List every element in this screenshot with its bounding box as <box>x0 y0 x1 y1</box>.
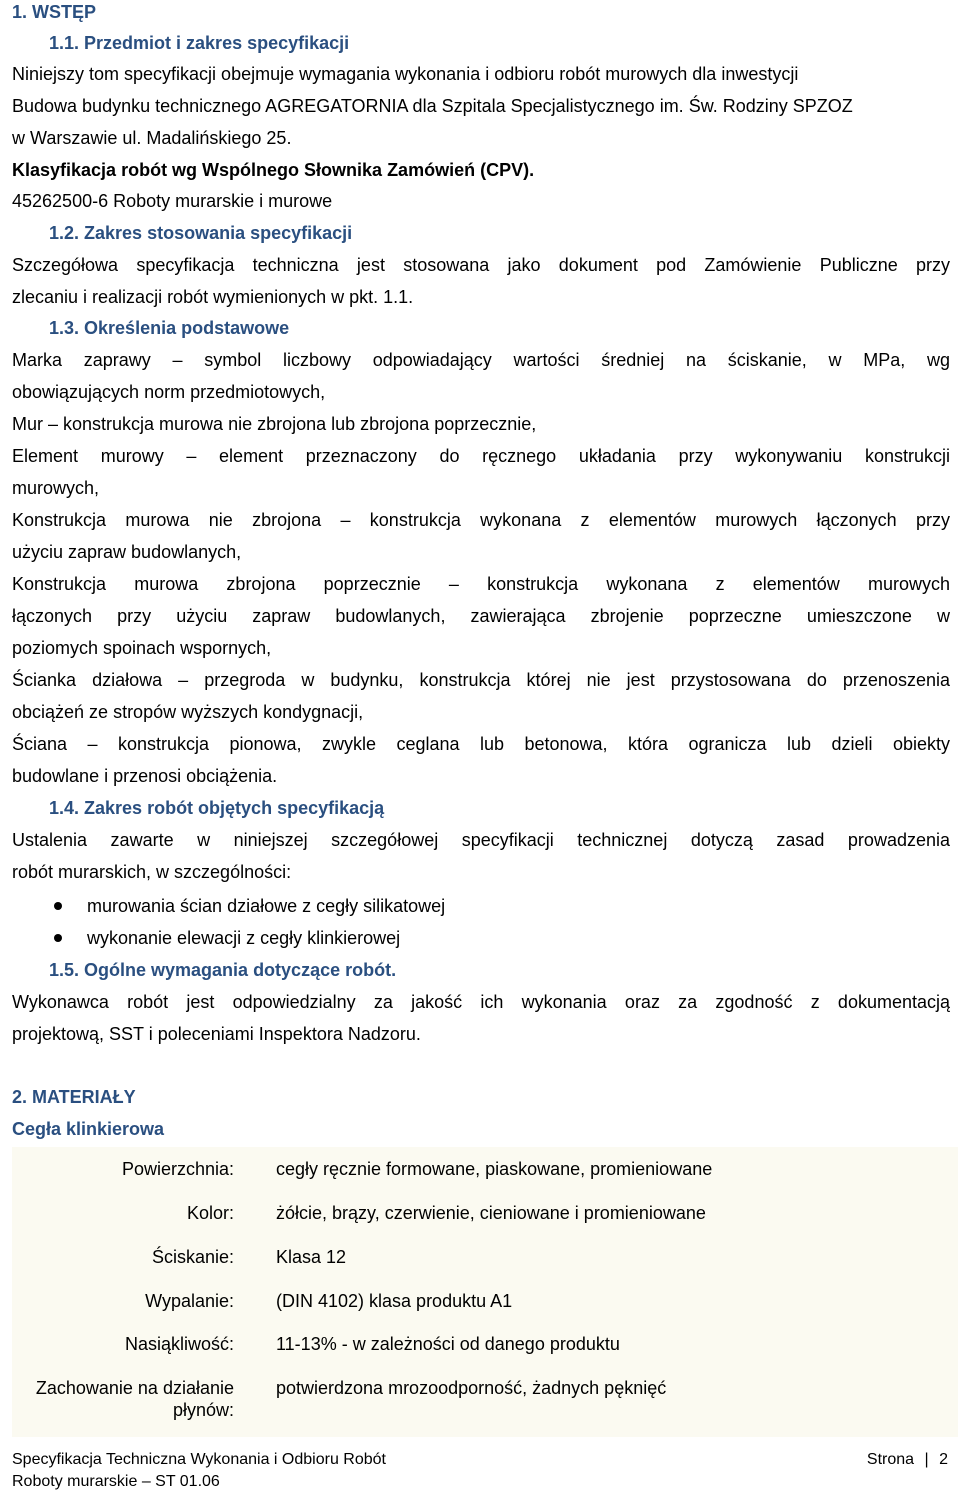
heading-1-4: 1.4. Zakres robót objętych specyfikacją <box>49 798 385 818</box>
definition-line: Element murowy – element przeznaczony do ręcznego układania przy wykonywaniu konstrukcji <box>12 446 950 466</box>
definition-line: użyciu zapraw budowlanych, <box>12 542 242 562</box>
footer-title: Specyfikacja Techniczna Wykonania i Odbioru Robót <box>12 1451 386 1468</box>
definition-line: obciążeń ze stropów wyższych kondygnacji, <box>12 702 364 722</box>
definition-line: Konstrukcja murowa zbrojona poprzecznie – konstrukcja wykonana z elementów murowych <box>12 574 950 594</box>
definition-line: poziomych spoinach wspornych, <box>12 638 272 658</box>
definition-line: Ścianka działowa – przegroda w budynku, konstrukcja której nie jest przystosowana do przenoszenia <box>12 670 950 690</box>
cpv-heading: Klasyfikacja robót wg Wspólnego Słownika Zamówień (CPV). <box>12 160 535 180</box>
property-label: Powierzchnia: <box>121 1159 234 1179</box>
section-1-title: 1. WSTĘP <box>12 2 97 22</box>
property-value: Klasa 12 <box>276 1247 347 1267</box>
property-label: Nasiąkliwość: <box>124 1334 234 1354</box>
para-2-line-2: zlecaniu i realizacji robót wymienionych w pkt. 1.1. <box>12 287 414 307</box>
para-4-line-1: Ustalenia zawarte w niniejszej szczegółowej specyfikacji technicznej dotyczą zasad prowadzenia <box>12 830 950 850</box>
definition-line: murowych, <box>12 478 100 498</box>
definition-line: budowlane i przenosi obciążenia. <box>12 766 278 786</box>
list-item: wykonanie elewacji z cegły klinkierowej <box>87 928 401 948</box>
section-2-subtitle: Cegła klinkierowa <box>12 1119 165 1139</box>
para-1-line-3: w Warszawie ul. Madalińskiego 25. <box>12 128 292 148</box>
para-5-line-2: projektową, SST i poleceniami Inspektora Nadzoru. <box>12 1024 421 1044</box>
definition-line: łączonych przy użyciu zapraw budowlanych, zawierająca zbrojenie poprzeczne umieszczone w <box>12 606 950 626</box>
definition-line: Marka zaprawy – symbol liczbowy odpowiadający wartości średniej na ściskanie, w MPa, wg <box>12 350 950 370</box>
definition-line: obowiązujących norm przedmiotowych, <box>12 382 326 402</box>
heading-1-3: 1.3. Określenia podstawowe <box>49 318 290 338</box>
list-item: murowania ścian działowe z cegły silikatowej <box>87 896 446 916</box>
para-4-line-2: robót murarskich, w szczególności: <box>12 862 292 882</box>
definition-line: Ściana – konstrukcja pionowa, zwykle ceglana lub betonowa, która ogranicza lub dzieli obiekty <box>12 734 950 754</box>
property-value: potwierdzona mrozoodporność, żadnych pęknięć <box>276 1378 667 1398</box>
page-separator: | <box>924 1451 929 1468</box>
page-label: Strona <box>866 1451 915 1468</box>
page-number: 2 <box>939 1451 948 1468</box>
section-2-title: 2. MATERIAŁY <box>12 1087 136 1107</box>
property-label: Ściskanie: <box>151 1247 234 1267</box>
properties-table <box>12 1147 958 1437</box>
footer-page <box>867 1450 948 1470</box>
cpv-code: 45262500-6 Roboty murarskie i murowe <box>12 191 333 211</box>
property-value: (DIN 4102) klasa produktu A1 <box>276 1291 513 1311</box>
heading-1-1: 1.1. Przedmiot i zakres specyfikacji <box>49 33 350 53</box>
para-5-line-1: Wykonawca robót jest odpowiedzialny za jakość ich wykonania oraz za zgodność z dokumentacją <box>12 992 950 1012</box>
heading-1-5: 1.5. Ogólne wymagania dotyczące robót. <box>49 960 397 980</box>
property-value: 11-13% - w zależności od danego produktu <box>276 1334 620 1354</box>
property-label: Zachowanie na działanie płynów: <box>35 1378 234 1420</box>
para-1-line-2: Budowa budynku technicznego AGREGATORNIA dla Szpitala Specjalistycznego im. Św. Rodziny SPZOZ <box>12 96 853 116</box>
footer-subtitle: Roboty murarskie – ST 01.06 <box>12 1473 220 1490</box>
para-2-line-1: Szczegółowa specyfikacja techniczna jest stosowana jako dokument pod Zamówienie Publiczne przy <box>12 255 950 275</box>
bullet-icon <box>54 902 62 910</box>
definition-line: Mur – konstrukcja murowa nie zbrojona lub zbrojona poprzecznie, <box>12 414 537 434</box>
para-1-line-1: Niniejszy tom specyfikacji obejmuje wymagania wykonania i odbioru robót murowych dla inwestycji <box>12 64 799 84</box>
definition-line: Konstrukcja murowa nie zbrojona – konstrukcja wykonana z elementów murowych łączonych przy <box>12 510 950 530</box>
bullet-icon <box>54 934 62 942</box>
property-label: Kolor: <box>186 1203 234 1223</box>
property-value: cegły ręcznie formowane, piaskowane, promieniowane <box>276 1159 713 1179</box>
property-label: Wypalanie: <box>145 1291 234 1311</box>
property-value: żółcie, brązy, czerwienie, cieniowane i promieniowane <box>276 1203 706 1223</box>
heading-1-2: 1.2. Zakres stosowania specyfikacji <box>49 223 353 243</box>
labels-column <box>12 1147 234 1437</box>
